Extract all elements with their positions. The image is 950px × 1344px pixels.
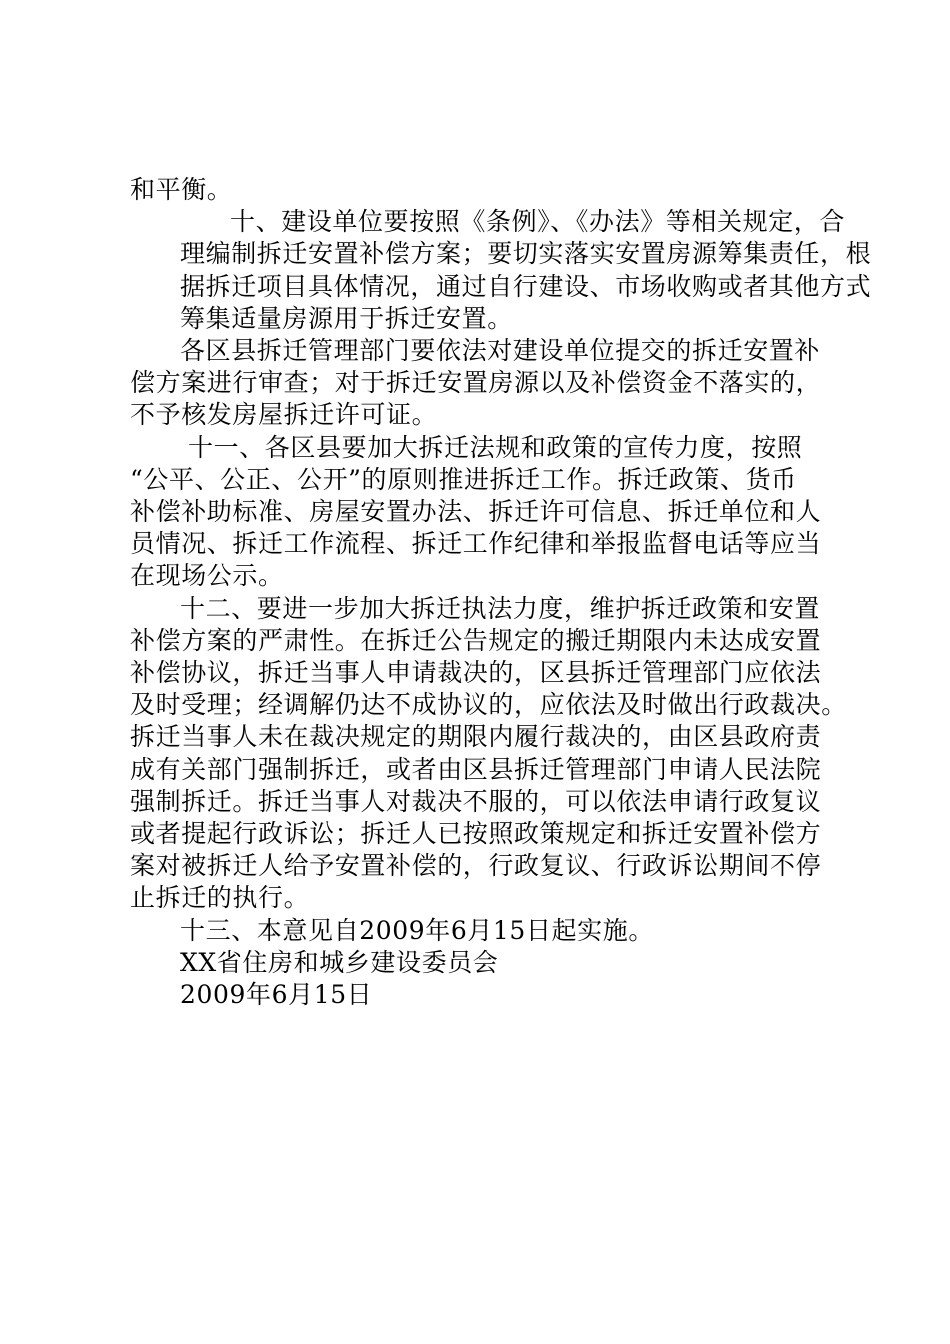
text-line: 不予核发房屋拆迁许可证。: [130, 400, 438, 430]
text-line: XX省住房和城乡建设委员会: [180, 947, 499, 977]
text-line: 在现场公示。: [130, 561, 284, 591]
text-line: 各区县拆迁管理部门要依法对建设单位提交的拆迁安置补: [180, 336, 821, 366]
text-line: 补偿补助标准、房屋安置办法、拆迁许可信息、拆迁单位和人: [130, 497, 822, 527]
paragraph-continuation: [130, 174, 834, 206]
text-line: 补偿协议，拆迁当事人申请裁决的，区县拆迁管理部门应依法: [130, 658, 822, 688]
paragraph-item-eleven: [130, 432, 834, 593]
text-line: 十、建设单位要按照《条例》、《办法》等相关规定，合: [230, 207, 846, 237]
text-line: 及时受理；经调解仍达不成协议的，应依法及时做出行政裁决。: [130, 690, 847, 720]
text-line: 2009年6月15日: [180, 980, 373, 1010]
signature-organization: [130, 947, 834, 979]
text-line: 案对被拆迁人给予安置补偿的，行政复议、行政诉讼期间不停: [130, 851, 822, 881]
text-line: 拆迁当事人未在裁决规定的期限内履行裁决的，由区县政府责: [130, 722, 822, 752]
text-line: 十三、本意见自2009年6月15日起实施。: [180, 915, 654, 945]
text-line: 偿方案进行审查；对于拆迁安置房源以及补偿资金不落实的，: [130, 368, 822, 398]
text-line: 筹集适量房源用于拆迁安置。: [180, 303, 513, 333]
text-line: 补偿方案的严肃性。在拆迁公告规定的搬迁期限内未达成安置: [130, 625, 822, 655]
paragraph-item-twelve: [130, 593, 847, 915]
text-line: 止拆迁的执行。: [130, 883, 310, 913]
text-line: 十二、要进一步加大拆迁执法力度，维护拆迁政策和安置: [180, 593, 821, 623]
text-line: 或者提起行政诉讼；拆迁人已按照政策规定和拆迁安置补偿方: [130, 819, 822, 849]
paragraph-item-thirteen: [130, 915, 834, 947]
text-line: 和平衡。: [130, 175, 233, 204]
text-line: 据拆迁项目具体情况，通过自行建设、市场收购或者其他方式: [180, 271, 872, 301]
text-line: 理编制拆迁安置补偿方案；要切实落实安置房源筹集责任，根: [180, 239, 872, 269]
text-line: 十一、各区县要加大拆迁法规和政策的宣传力度，按照: [188, 432, 803, 462]
text-line: 员情况、拆迁工作流程、拆迁工作纪律和举报监督电话等应当: [130, 529, 822, 559]
signature-date: [130, 979, 834, 1011]
text-line: 强制拆迁。拆迁当事人对裁决不服的，可以依法申请行政复议: [130, 786, 822, 816]
document-body: [130, 174, 872, 1011]
text-line: 成有关部门强制拆迁，或者由区县拆迁管理部门申请人民法院: [130, 754, 822, 784]
paragraph-review: [130, 335, 834, 432]
paragraph-item-ten: [130, 206, 872, 335]
text-line: “公平、公正、公开”的原则推进拆迁工作。拆迁政策、货币: [130, 464, 797, 494]
